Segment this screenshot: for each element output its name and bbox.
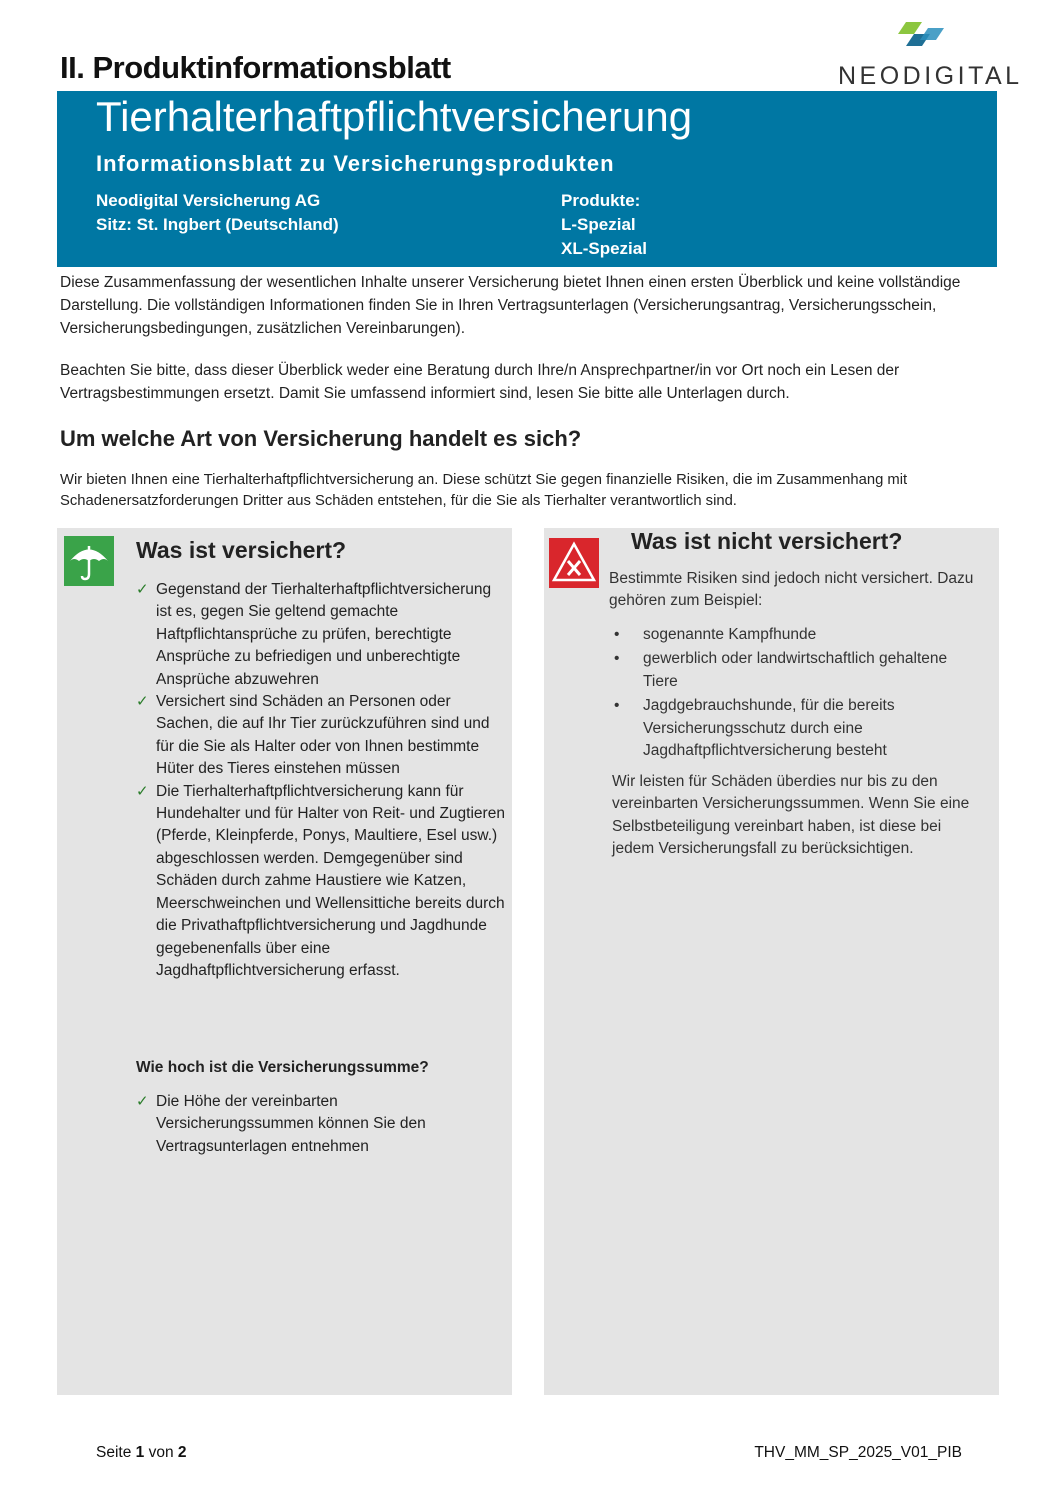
sum-heading: Wie hoch ist die Versicherungssumme? xyxy=(136,1059,429,1076)
list-item: ✓ Versichert sind Schäden an Personen oder Sachen, die auf Ihr Tier zurückzuführen sind und für die Sie als Halter oder von Ihnen bestimmte Hüter des Tieres einstehen müssen xyxy=(136,693,490,778)
document-code: THV_MM_SP_2025_V01_PIB xyxy=(754,1444,962,1461)
list-item: ✓ Gegenstand der Tierhalterhaftpflichtversicherung ist es, gegen Sie geltend gemachte Haftpflichtansprüche zu prüfen, berechtigte Ansprüche zu befriedigen und unberechtigte Ansprüche abzuwehren xyxy=(136,581,492,688)
logo-text: NEODIGITAL xyxy=(838,62,1023,90)
title-banner xyxy=(57,91,997,267)
list-item: ✓ Die Tierhalterhaftpflichtversicherung kann für Hundehalter und für Halter von Reit- und Zugtieren (Pferde, Kleinpferde, Ponys, Maultiere, Esel usw.) abgeschlossen werden. Demgegenüber sind Schäden durch zahme Haustiere wie Katzen, Meerschweinchen und Wellensittiche bereits durch die Privathaftpflichtversicherung und Jagdhunde gegebenenfalls über eine Jagdhaftpflichtversicherung erfasst. xyxy=(136,782,505,979)
warning-triangle-icon xyxy=(549,538,599,588)
document-heading: II. Produktinformationsblatt xyxy=(60,50,451,85)
list-item: • gewerblich oder landwirtschaftlich gehaltene Tiere xyxy=(614,650,948,690)
insured-list xyxy=(136,579,506,982)
page-number: Seite 1 von 2 xyxy=(96,1444,187,1461)
section-heading: Um welche Art von Versicherung handelt es sich? xyxy=(60,426,582,451)
checkmark-icon: ✓ xyxy=(136,581,149,598)
neodigital-logo-icon xyxy=(892,20,948,54)
company-name: Neodigital Versicherung AG xyxy=(96,191,321,210)
products-label: Produkte: xyxy=(561,191,641,210)
intro-paragraph: Beachten Sie bitte, dass dieser Überblick weder eine Beratung durch Ihre/n Ansprechpartner/in vor Ort noch ein Lesen der Vertragsbestimmungen ersetzt. Damit Sie umfassend informiert sind, lesen Sie bitte alle Unterlagen durch. xyxy=(60,362,900,402)
checkmark-icon: ✓ xyxy=(136,693,149,711)
product-item: L-Spezial xyxy=(561,215,636,234)
company-seat: Sitz: St. Ingbert (Deutschland) xyxy=(96,215,339,234)
neodigital-logo xyxy=(838,20,1023,90)
not-insured-intro: Bestimmte Risiken sind jedoch nicht versichert. Dazu gehören zum Beispiel: xyxy=(609,570,974,610)
not-insured-heading: Was ist nicht versichert? xyxy=(631,528,903,554)
product-subtitle: Informationsblatt zu Versicherungsprodukten xyxy=(96,151,615,176)
intro-paragraph: Diese Zusammenfassung der wesentlichen Inhalte unserer Versicherung bietet Ihnen einen ersten Überblick und keine vollständige Darstellung. Die vollständigen Informationen finden Sie in Ihren Vertragsunterlagen (Versicherungsantrag, Versicherungsschein, Versicherungsbedingungen, zusätzlichen Vereinbarungen). xyxy=(60,274,961,337)
insurance-type-text: Wir bieten Ihnen eine Tierhalterhaftpflichtversicherung an. Diese schützt Sie gegen finanzielle Risiken, die im Zusammenhang mit Schadenersatzforderungen Dritter aus Schäden entstehen, für die Sie als Tierhalter verantwortlich sind. xyxy=(60,472,908,509)
product-title: Tierhalterhaftpflichtversicherung xyxy=(96,93,693,140)
not-insured-panel xyxy=(544,528,999,1395)
list-item: • Jagdgebrauchshunde, für die bereits Versicherungsschutz durch eine Jagdhaftpflichtversicherung besteht xyxy=(614,697,895,760)
list-item: ✓ Die Höhe der vereinbarten Versicherungssummen können Sie den Vertragsunterlagen entnehmen xyxy=(136,1093,426,1155)
checkmark-icon: ✓ xyxy=(136,782,149,800)
checkmark-icon: ✓ xyxy=(136,1093,149,1110)
list-item: • sogenannte Kampfhunde xyxy=(614,626,817,643)
not-insured-note: Wir leisten für Schäden überdies nur bis zu den vereinbarten Versicherungssummen. Wenn Sie eine Selbstbeteiligung vereinbart haben, ist diese bei jedem Versicherungsfall zu berücksichtigen. xyxy=(612,773,970,858)
product-item: XL-Spezial xyxy=(561,239,647,258)
insured-heading: Was ist versichert? xyxy=(136,537,347,563)
sum-list xyxy=(136,1091,476,1158)
umbrella-icon xyxy=(64,536,114,586)
insured-panel xyxy=(57,528,512,1395)
not-insured-list xyxy=(611,624,951,764)
